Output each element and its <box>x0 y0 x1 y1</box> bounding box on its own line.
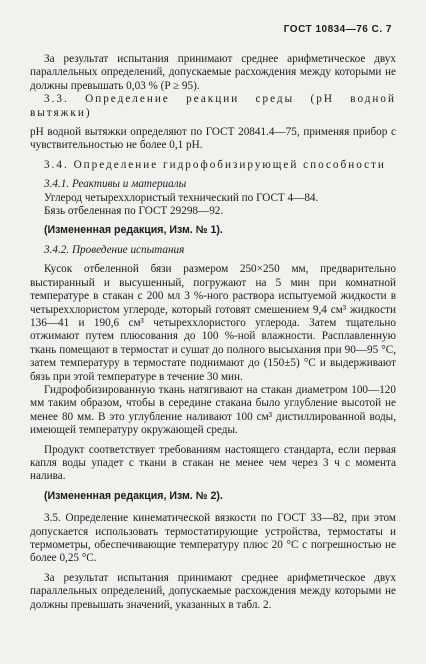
subsection-heading-3-4-1: 3.4.1. Реактивы и материалы <box>44 178 187 191</box>
paragraph-ph: pH водной вытяжки определяют по ГОСТ 20841.4—75, применяя прибор с чувствительностью не более 0,1 pH. <box>30 126 396 152</box>
paragraph-conformance: Продукт соответствует требованиям настоящего стандарта, если первая капля воды упадет с ткани в стакан не менее чем через 3 ч с момента налива. <box>30 443 396 483</box>
revision-note-2: (Измененная редакция, Изм. № 2). <box>44 489 223 502</box>
material-cloth: Бязь отбеленная по ГОСТ 29298—92. <box>44 205 224 218</box>
subsection-heading-3-4-2: 3.4.2. Проведение испытания <box>44 243 185 256</box>
paragraph-test-procedure: Кусок отбеленной бязи размером 250×250 мм, предварительно выстиранный и высушенный, погружают на 5 мин при комнатной температуре в стакан с 200 мл 3 %-ного раствора испытуемой жидкости в четыреххлористом углероде, который готовят смешением 9,4 см³ жидкости 136—41 и 190,6 см³ четыреххлористого углерода. Затем тщательно отжимают путем плюсования до 100 %-ной влажности. Расплавленную ткань помещают в термостат и сушат до полного высыхания при 90—95 °С, затем температуру в термостате поднимают до (150±5) °С и выдерживают бязь при этой температуре в течение 30 мин. <box>30 263 396 383</box>
material-carbon: Углерод четыреххлористый технический по ГОСТ 4—84. <box>44 191 319 204</box>
paragraph-result-1: За результат испытания принимают среднее арифметическое двух параллельных определений, допускаемые расхождения между которыми не должны превышать 0,03 % (P ≥ 95). <box>30 53 396 92</box>
revision-note-1: (Измененная редакция, Изм. № 1). <box>44 224 223 237</box>
paragraph-result-2: За результат испытания принимают среднее арифметическое двух параллельных определений, допускаемые расхождения между которыми не должны превышать значений, указанных в табл. 2. <box>30 571 396 611</box>
paragraph-hydrophobic-test: Гидрофобизированную ткань натягивают на стакан диаметром 100—120 мм таким образом, чтобы в середине стакана было углубление высотой не менее 80 мм. В это углубление наливают 100 см³ дистиллированной воды, имеющей температуру окружающей среды. <box>30 383 396 437</box>
section-heading-3-3: 3.3. Определение реакции среды (pH водной вытяжки) <box>30 93 396 119</box>
page-header: ГОСТ 10834—76 С. 7 <box>283 24 392 35</box>
section-heading-3-4: 3.4. Определение гидрофобизирующей способности <box>44 158 386 171</box>
section-3-5: 3.5. Определение кинематической вязкости по ГОСТ 33—82, при этом допускается использовать термостатирующие устройства, термостаты и термометры, обеспечивающие температуру плюс 20 °С с погрешностью не более 0,25 °С. <box>30 512 396 565</box>
